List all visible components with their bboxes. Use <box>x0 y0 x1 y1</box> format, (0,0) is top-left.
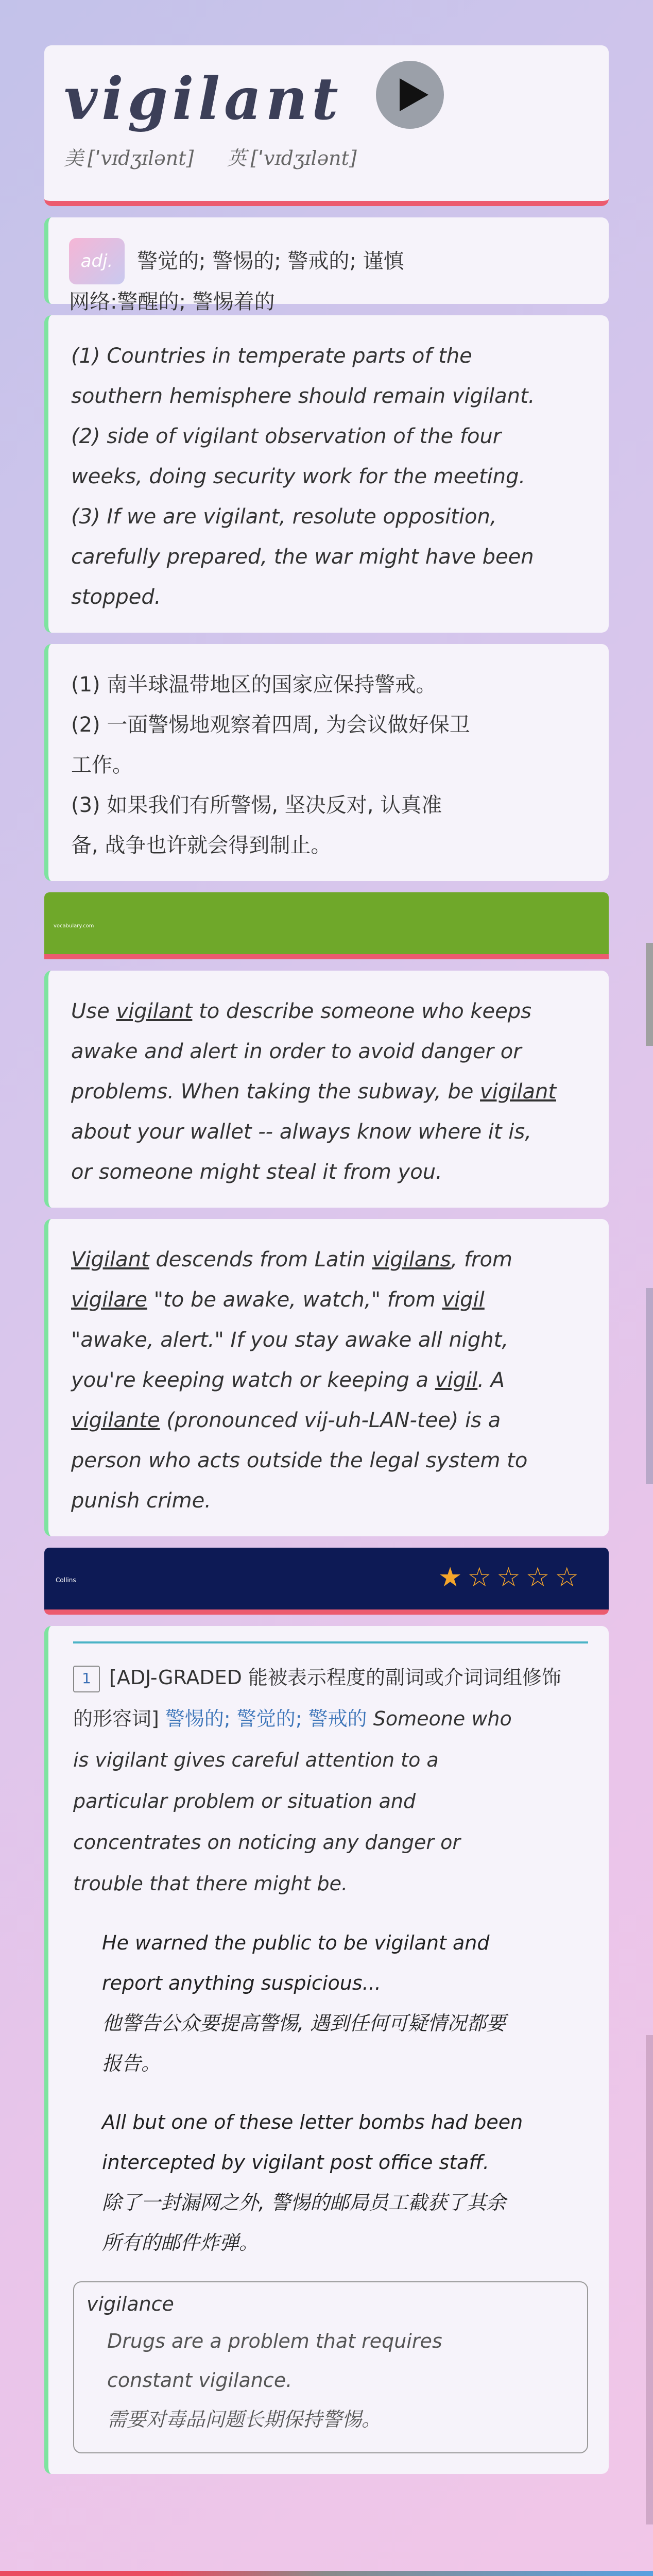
definition-card <box>44 217 609 314</box>
usage-line: awake and alert in order to avoid danger or <box>71 1040 522 1063</box>
star-rating-icon: ★☆☆☆☆ <box>438 1562 584 1593</box>
collins-cn-definition: 警惕的; 警觉的; 警戒的 <box>159 1707 373 1730</box>
word-link[interactable]: vigilant <box>116 999 193 1023</box>
word-link[interactable]: vigil <box>442 1288 485 1312</box>
word-link[interactable]: vigilante <box>71 1409 160 1432</box>
example-line: stopped. <box>71 585 161 609</box>
derived-word-title: vigilance <box>87 2293 174 2315</box>
example-line: (2) 一面警惕地观察着四周, 为会议做好保卫 <box>71 713 470 737</box>
vocabulary-banner[interactable] <box>44 892 609 959</box>
divider <box>73 1641 588 1643</box>
example-line: weeks, doing security work for the meeting. <box>71 465 526 488</box>
definition-line-2: 网络:警醒的; 警惕着的 <box>69 290 275 314</box>
example-line: 工作。 <box>71 753 133 777</box>
usage-card <box>44 971 609 1208</box>
phonetics <box>64 142 609 171</box>
derived-word-box <box>73 2281 588 2453</box>
collins-banner[interactable] <box>44 1548 609 1615</box>
etymology-line: vigilare "to be awake, watch," from vigil <box>71 1288 485 1312</box>
example-line: (2) side of vigilant observation of the four <box>71 425 502 448</box>
word-link[interactable]: vigil <box>435 1368 478 1392</box>
examples-cn-card <box>44 644 609 881</box>
vocabulary-banner-label: vocabulary.com <box>54 923 94 929</box>
word-link[interactable]: vigilare <box>71 1288 147 1312</box>
collins-example-2: All but one of these letter bombs had been intercepted by vigilant post office staff. 除了一封漏网之外, 警惕的邮局员工截获了其余 所有的邮件炸弹。 <box>102 2111 523 2254</box>
play-icon[interactable] <box>376 61 444 129</box>
headword: vigilant <box>64 65 342 133</box>
example-line: (3) If we are vigilant, resolute opposition, <box>71 505 497 529</box>
usage-line: about your wallet -- always know where it is, <box>71 1120 531 1144</box>
etymology-line: person who acts outside the legal system to <box>71 1449 528 1472</box>
etymology-card <box>44 1219 609 1536</box>
word-header-card <box>44 45 609 206</box>
example-line: southern hemisphere should remain vigilant. <box>71 384 535 408</box>
word-link[interactable]: vigilant <box>480 1080 556 1104</box>
usage-line: problems. When taking the subway, be vigilant <box>71 1080 556 1104</box>
example-line: (1) 南半球温带地区的国家应保持警戒。 <box>71 673 437 697</box>
usage-line: Use vigilant to describe someone who keeps <box>71 999 531 1023</box>
collins-definition: 1 [ADJ-GRADED 能被表示程度的副词或介词词组修饰 的形容词] 警惕的; 警觉的; 警戒的 Someone who is vigilant gives careful attention to a particular problem or situation and concentrates on noticing any danger or trouble that there might be. <box>73 1666 561 1895</box>
derived-word-example: Drugs are a problem that requires constant vigilance. 需要对毒品问题长期保持警惕。 <box>107 2330 442 2431</box>
etymology-line: you're keeping watch or keeping a vigil. A <box>71 1368 505 1392</box>
etymology-line: punish crime. <box>71 1489 211 1513</box>
etymology-line: vigilante (pronounced vij-uh-LAN-tee) is a <box>71 1409 501 1432</box>
collins-example-1: He warned the public to be vigilant and report anything suspicious... 他警告公众要提高警惕, 遇到任何可疑情况都要 报告。 <box>102 1931 506 2075</box>
bottom-color-bar <box>0 2571 653 2576</box>
example-line: carefully prepared, the war might have been <box>71 545 534 569</box>
scrollbar[interactable] <box>646 2035 653 2524</box>
definition-line-1: 警觉的; 警惕的; 警戒的; 谨慎 <box>137 249 404 273</box>
example-line: (1) Countries in temperate parts of the <box>71 344 472 368</box>
examples-en-card <box>44 315 609 633</box>
etymology-line: "awake, alert." If you stay awake all night, <box>71 1328 509 1352</box>
example-line: 备, 战争也许就会得到制止。 <box>71 834 332 857</box>
scrollbar[interactable] <box>646 1288 653 1484</box>
collins-card <box>44 1626 609 2474</box>
phonetic-uk: 英 [ˈvɪdʒɪlənt] <box>227 147 357 170</box>
dictionary-page <box>44 45 609 2485</box>
etymology-line: Vigilant descends from Latin vigilans, from <box>71 1248 512 1272</box>
sense-number: 1 <box>73 1666 100 1692</box>
word-link[interactable]: vigilans <box>372 1248 451 1272</box>
usage-line: or someone might steal it from you. <box>71 1160 442 1184</box>
word-link[interactable]: Vigilant <box>71 1248 149 1272</box>
example-line: (3) 如果我们有所警惕, 坚决反对, 认真准 <box>71 793 442 817</box>
scrollbar[interactable] <box>646 943 653 1046</box>
collins-banner-label: Collins <box>56 1577 76 1584</box>
pos-badge: adj. <box>69 238 125 284</box>
phonetic-us: 美 [ˈvɪdʒɪlənt] <box>64 147 194 170</box>
